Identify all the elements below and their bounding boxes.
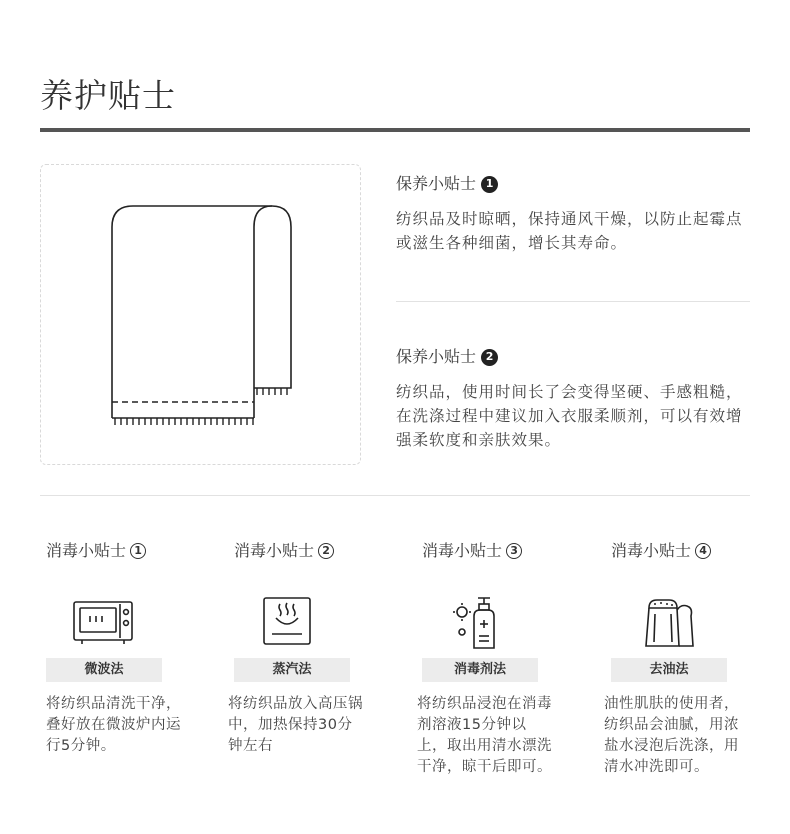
number-badge: 3 <box>506 543 522 559</box>
care-tip-2 <box>396 346 750 452</box>
disinfect-tip-3 <box>417 540 582 775</box>
tip-divider <box>396 301 750 302</box>
care-tip-body: 纺织品及时晾晒，保持通风干燥，以防止起霉点或滋生各种细菌，增长其寿命。 <box>396 210 743 252</box>
disinfect-tip-body: 将纺织品清洗干净，叠好放在微波炉内运行5分钟。 <box>46 696 181 754</box>
care-tip-heading <box>396 346 750 368</box>
disinfect-tip-heading <box>611 540 771 562</box>
disinfect-tip-heading <box>46 540 206 562</box>
disinfect-tip-heading <box>422 540 582 562</box>
disinfect-tip-2 <box>228 540 394 754</box>
care-tip-title: 保养小贴士 <box>396 174 477 193</box>
section-divider <box>40 495 750 496</box>
disinfect-tip-heading <box>234 540 394 562</box>
method-label: 去油法 <box>611 658 727 682</box>
disinfect-tip-title: 消毒小贴士 <box>234 541 315 560</box>
method-label: 蒸汽法 <box>234 658 350 682</box>
care-tip-body: 纺织品，使用时间长了会变得坚硬、手感粗糙，在洗涤过程中建议加入衣服柔顺剂，可以有效增强柔软度和亲肤效果。 <box>396 383 743 449</box>
method-label: 消毒剂法 <box>422 658 538 682</box>
number-badge: 2 <box>318 543 334 559</box>
number-badge: 4 <box>695 543 711 559</box>
microwave-icon <box>72 594 136 650</box>
steamer-icon <box>258 594 322 650</box>
number-badge: 1 <box>130 543 146 559</box>
salt-shaker-icon <box>635 594 699 650</box>
disinfect-tip-1 <box>46 540 206 754</box>
number-badge: 1 <box>481 176 498 193</box>
care-tip-1 <box>396 173 750 255</box>
title-rule <box>40 128 750 132</box>
number-badge: 2 <box>481 349 498 366</box>
disinfect-tip-title: 消毒小贴士 <box>422 541 503 560</box>
disinfect-tip-4 <box>604 540 771 775</box>
care-tip-title: 保养小贴士 <box>396 347 477 366</box>
towel-illustration-icon <box>41 165 362 466</box>
method-label: 微波法 <box>46 658 162 682</box>
care-tip-heading <box>396 173 750 195</box>
disinfect-tip-body: 油性肌肤的使用者，纺织品会油腻，用浓盐水浸泡后洗涤，用清水冲洗即可。 <box>604 696 739 775</box>
disinfect-tip-title: 消毒小贴士 <box>611 541 692 560</box>
disinfect-tip-title: 消毒小贴士 <box>46 541 127 560</box>
disinfectant-bottle-icon <box>448 594 512 650</box>
page-title: 养护贴士 <box>40 76 176 115</box>
disinfect-tip-body: 将纺织品放入高压锅中，加热保持30分钟左右 <box>228 696 363 754</box>
disinfect-tip-body: 将纺织品浸泡在消毒剂溶液15分钟以上，取出用清水漂洗干净，晾干后即可。 <box>417 696 552 775</box>
towel-illustration-panel <box>40 164 361 465</box>
